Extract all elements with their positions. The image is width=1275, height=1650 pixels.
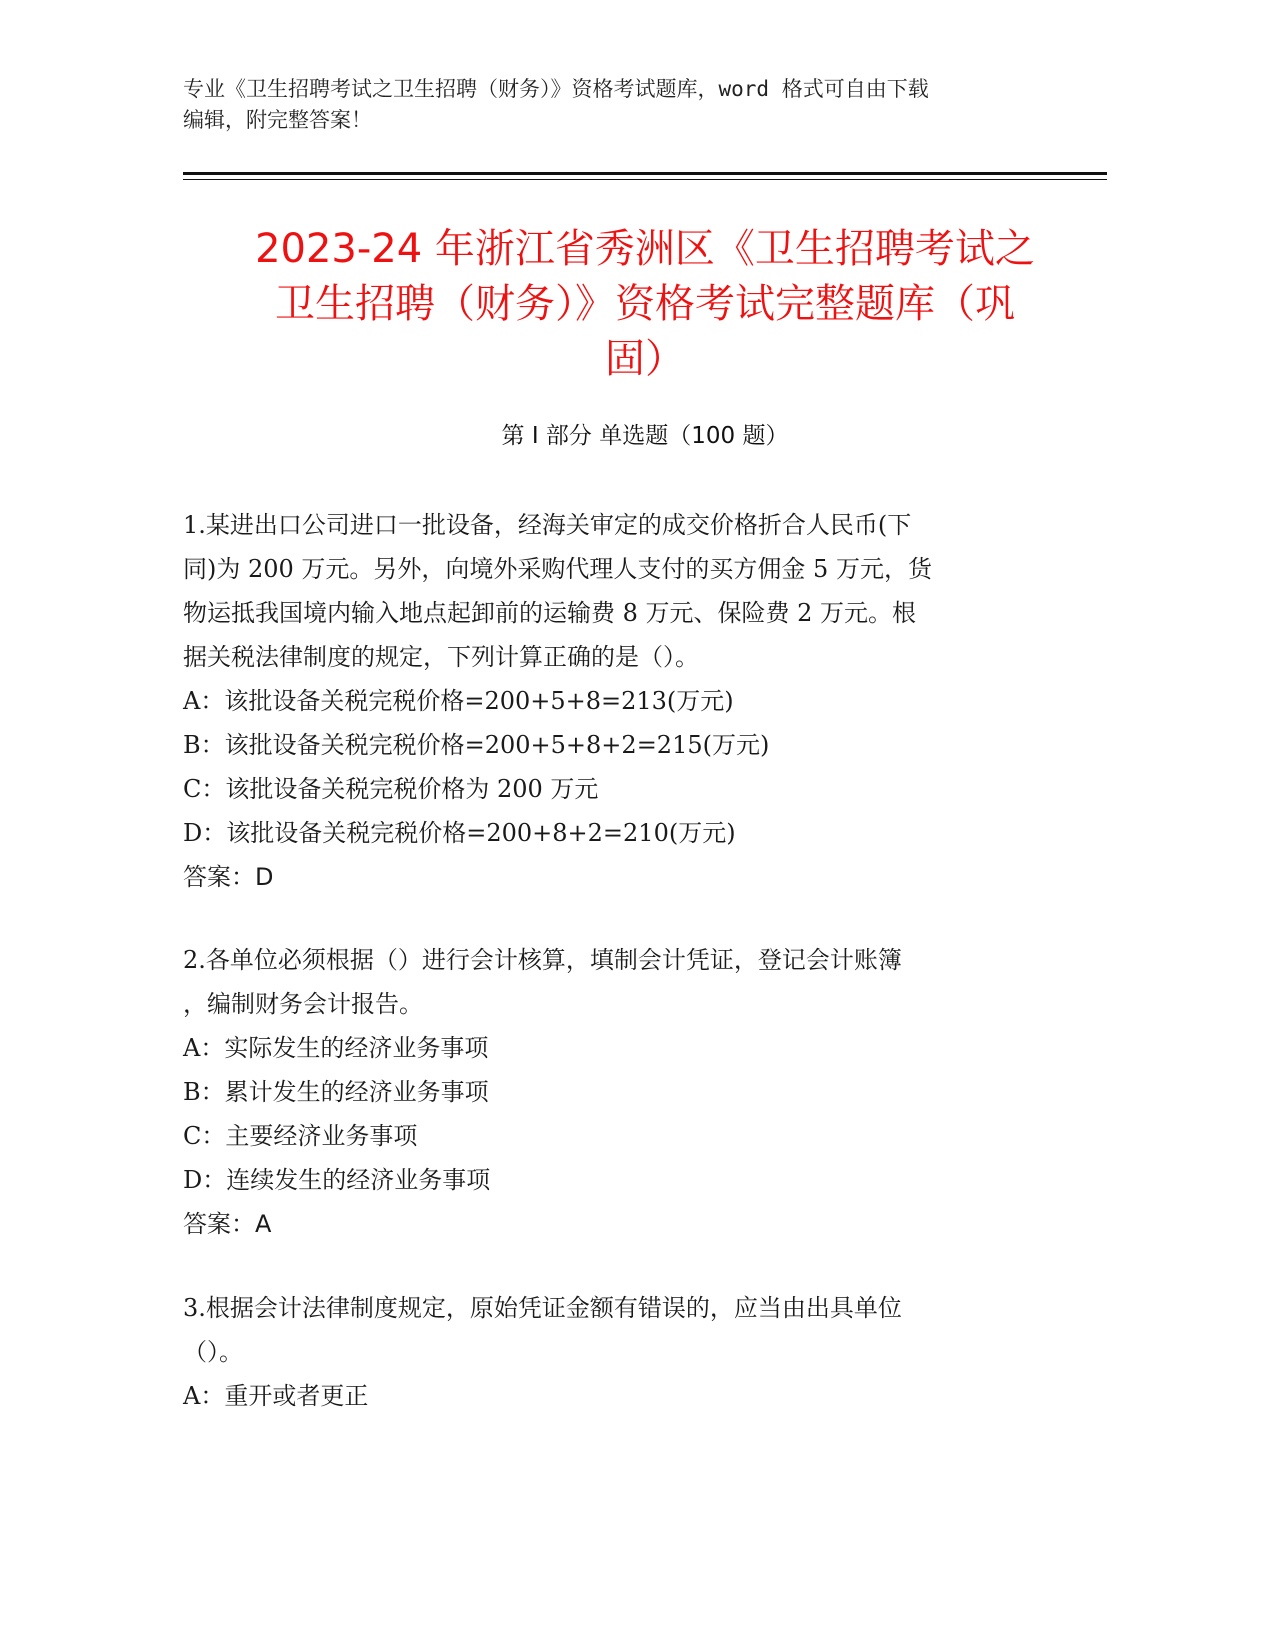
header-divider-thin — [183, 179, 1107, 180]
question-2 — [183, 938, 1053, 1246]
question-stem-line: ，编制财务会计报告。 — [183, 990, 423, 1018]
option-d: D：该批设备关税完税价格=200+8+2=210(万元) — [183, 819, 736, 847]
option-c: C：该批设备关税完税价格为 200 万元 — [183, 775, 599, 803]
document-title-line-1: 2023-24 年浙江省秀洲区《卫生招聘考试之 — [255, 226, 1035, 272]
question-stem-line: 同)为 200 万元。另外，向境外采购代理人支付的买方佣金 5 万元，货 — [183, 555, 932, 583]
document-title-line-2: 卫生招聘（财务）》资格考试完整题库（巩 — [275, 281, 1015, 327]
header-divider-thick — [183, 172, 1107, 175]
header-note-line-1: 专业《卫生招聘考试之卫生招聘（财务）》资格考试题库，word 格式可自由下载 — [183, 77, 929, 101]
question-stem-line: 1.某进出口公司进口一批设备，经海关审定的成交价格折合人民币(下 — [183, 511, 912, 539]
question-stem-line: 据关税法律制度的规定，下列计算正确的是（）。 — [183, 643, 699, 671]
question-1 — [183, 503, 1053, 899]
document-title — [183, 222, 1107, 387]
question-stem-line: 2.各单位必须根据（）进行会计核算，填制会计凭证，登记会计账簿 — [183, 946, 902, 974]
question-stem-line: 物运抵我国境内输入地点起卸前的运输费 8 万元、保险费 2 万元。根 — [183, 599, 917, 627]
section-title: 第 I 部分 单选题（100 题） — [501, 423, 789, 449]
option-b: B：累计发生的经济业务事项 — [183, 1078, 489, 1106]
question-stem-line: 3.根据会计法律制度规定，原始凭证金额有错误的，应当由出具单位 — [183, 1294, 902, 1322]
option-a: A：该批设备关税完税价格=200+5+8=213(万元) — [183, 687, 734, 715]
document-title-line-3: 固） — [605, 336, 685, 382]
option-a: A：重开或者更正 — [183, 1382, 369, 1410]
question-3 — [183, 1286, 1053, 1418]
header-note — [183, 74, 1063, 136]
option-c: C：主要经济业务事项 — [183, 1122, 418, 1150]
header-note-line-2: 编辑，附完整答案！ — [183, 108, 372, 132]
option-b: B：该批设备关税完税价格=200+5+8+2=215(万元) — [183, 731, 770, 759]
option-a: A：实际发生的经济业务事项 — [183, 1034, 489, 1062]
answer: 答案：D — [183, 863, 274, 891]
question-stem-line: （）。 — [183, 1338, 243, 1366]
option-d: D：连续发生的经济业务事项 — [183, 1166, 491, 1194]
answer: 答案：A — [183, 1210, 272, 1238]
